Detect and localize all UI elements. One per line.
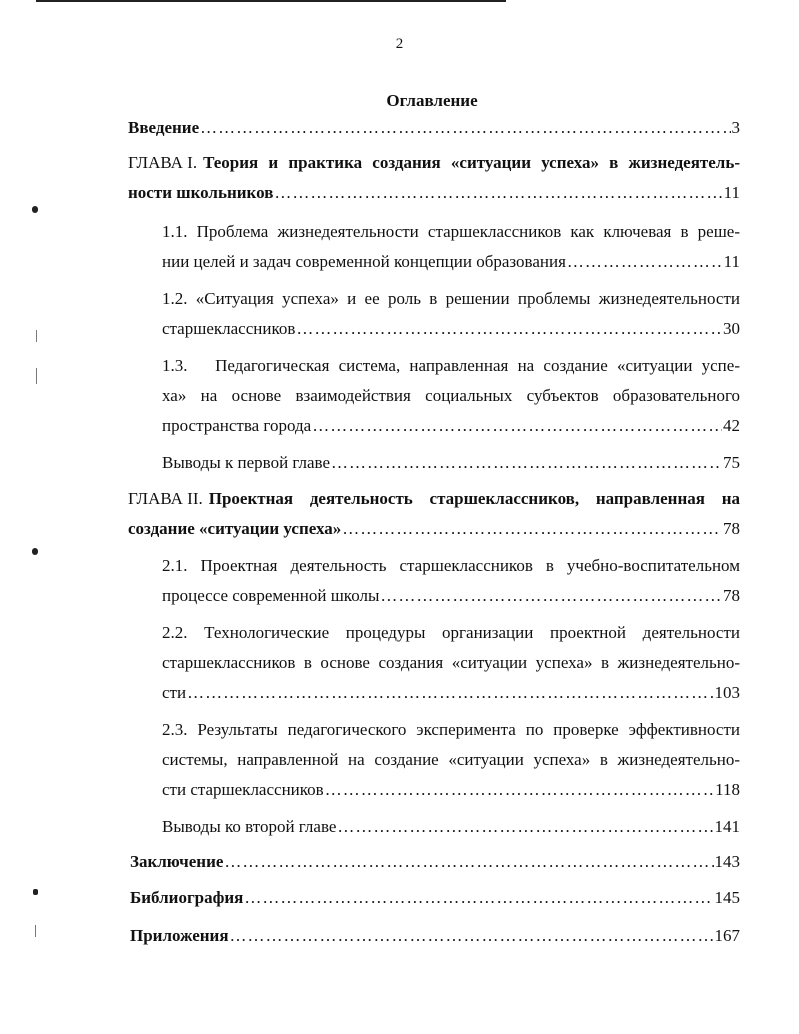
entry-title-line: нии целей и задач современной концепции образования [162, 252, 566, 271]
entry-title: Введение [128, 118, 200, 137]
entry-page: 145 [714, 888, 740, 907]
scan-artifact-mark [36, 330, 37, 342]
entry-page: 167 [714, 926, 740, 945]
top-scan-rule [36, 0, 506, 2]
entry-page: 42 [723, 416, 740, 435]
entry-title-line: 1.1. Проблема жизнедеятельности старшеклассников как ключевая в реше- [162, 222, 740, 241]
dot-leader [187, 678, 713, 708]
entry-title-line: Теория и практика создания «ситуации успеха» в жизнедеятель- [203, 153, 740, 172]
scan-artifact-mark [33, 889, 38, 895]
binding-hole-mark [32, 206, 38, 213]
entry-title-line: Проектная деятельность старшеклассников, направленная на [208, 489, 740, 508]
entry-title-line: 2.3. Результаты педагогического эксперимента по проверке эффективности [162, 720, 740, 739]
entry-title-line: 2.1. Проектная деятельность старшеклассников в учебно-воспитательном [162, 556, 740, 575]
entry-title-line: процессе современной школы [162, 586, 380, 605]
toc-title: Оглавление [386, 91, 478, 110]
entry-title-line: системы, направленной на создание «ситуации успеха» в жизнедеятельно- [162, 750, 740, 769]
entry-page: 78 [723, 519, 740, 538]
chapter-prefix: ГЛАВА II. [128, 489, 203, 508]
toc-entry-conclusions-2[interactable] [162, 812, 740, 842]
entry-page: 118 [715, 780, 740, 799]
dot-leader [244, 883, 713, 913]
toc-entry-bibliography[interactable] [130, 883, 740, 913]
dot-leader [337, 812, 713, 842]
page-number: 2 [395, 36, 404, 52]
entry-page: 143 [714, 852, 740, 871]
entry-title: Выводы к первой главе [162, 453, 331, 472]
entry-page: 3 [731, 118, 740, 137]
chapter-prefix: ГЛАВА I. [128, 153, 198, 172]
entry-title: Заключение [130, 852, 224, 871]
toc-entry-conclusions-1[interactable] [162, 448, 740, 478]
entry-title-line: пространства города [162, 416, 312, 435]
toc-entry-section-2-3[interactable] [162, 715, 740, 805]
entry-page: 103 [714, 683, 740, 702]
dot-leader [274, 178, 722, 208]
toc-entry-chapter-2[interactable] [128, 484, 740, 544]
entry-page: 30 [723, 319, 740, 338]
entry-title-line: создание «ситуации успеха» [128, 519, 342, 538]
entry-page: 11 [723, 252, 740, 271]
entry-title-line: 2.2. Технологические процедуры организации проектной деятельности [162, 623, 740, 642]
dot-leader [296, 314, 722, 344]
dot-leader [567, 247, 723, 277]
dot-leader [342, 514, 722, 544]
toc-entry-conclusion[interactable] [130, 847, 740, 877]
toc-entry-section-1-3[interactable] [162, 351, 740, 441]
entry-title-line: старшеклассников [162, 319, 296, 338]
scan-artifact-mark [36, 368, 37, 384]
entry-title-line: 1.3. Педагогическая система, направленная на создание «ситуации успе- [162, 356, 740, 375]
toc-entry-appendices[interactable] [130, 921, 740, 951]
toc-entry-section-2-1[interactable] [162, 551, 740, 611]
entry-title: Библиография [130, 888, 244, 907]
entry-page: 75 [723, 453, 740, 472]
entry-title-line: сти старшеклассников [162, 780, 324, 799]
entry-page: 141 [714, 817, 740, 836]
entry-title-line: сти [162, 683, 187, 702]
dot-leader [230, 921, 714, 951]
toc-entry-chapter-1[interactable] [128, 148, 740, 208]
entry-title-line: старшеклассников в основе создания «ситуации успеха» в жизнедеятельно- [162, 653, 740, 672]
dot-leader [325, 775, 714, 805]
entry-title: Приложения [130, 926, 229, 945]
binding-hole-mark [32, 548, 38, 555]
dot-leader [224, 847, 713, 877]
dot-leader [331, 448, 722, 478]
dot-leader [312, 411, 722, 441]
entry-page: 11 [723, 183, 740, 202]
dot-leader [200, 113, 730, 143]
entry-title: Выводы ко второй главе [162, 817, 337, 836]
dot-leader [380, 581, 722, 611]
entry-title-line: ха» на основе взаимодействия социальных субъектов образовательного [162, 386, 740, 405]
entry-page: 78 [723, 586, 740, 605]
toc-entry-section-2-2[interactable] [162, 618, 740, 708]
toc-entry-intro[interactable] [128, 113, 740, 143]
entry-title-line: 1.2. «Ситуация успеха» и ее роль в решении проблемы жизнедеятельности [162, 289, 740, 308]
toc-entry-section-1-1[interactable] [162, 217, 740, 277]
scan-artifact-mark [35, 925, 36, 937]
entry-title-line: ности школьников [128, 183, 274, 202]
toc-entry-section-1-2[interactable] [162, 284, 740, 344]
